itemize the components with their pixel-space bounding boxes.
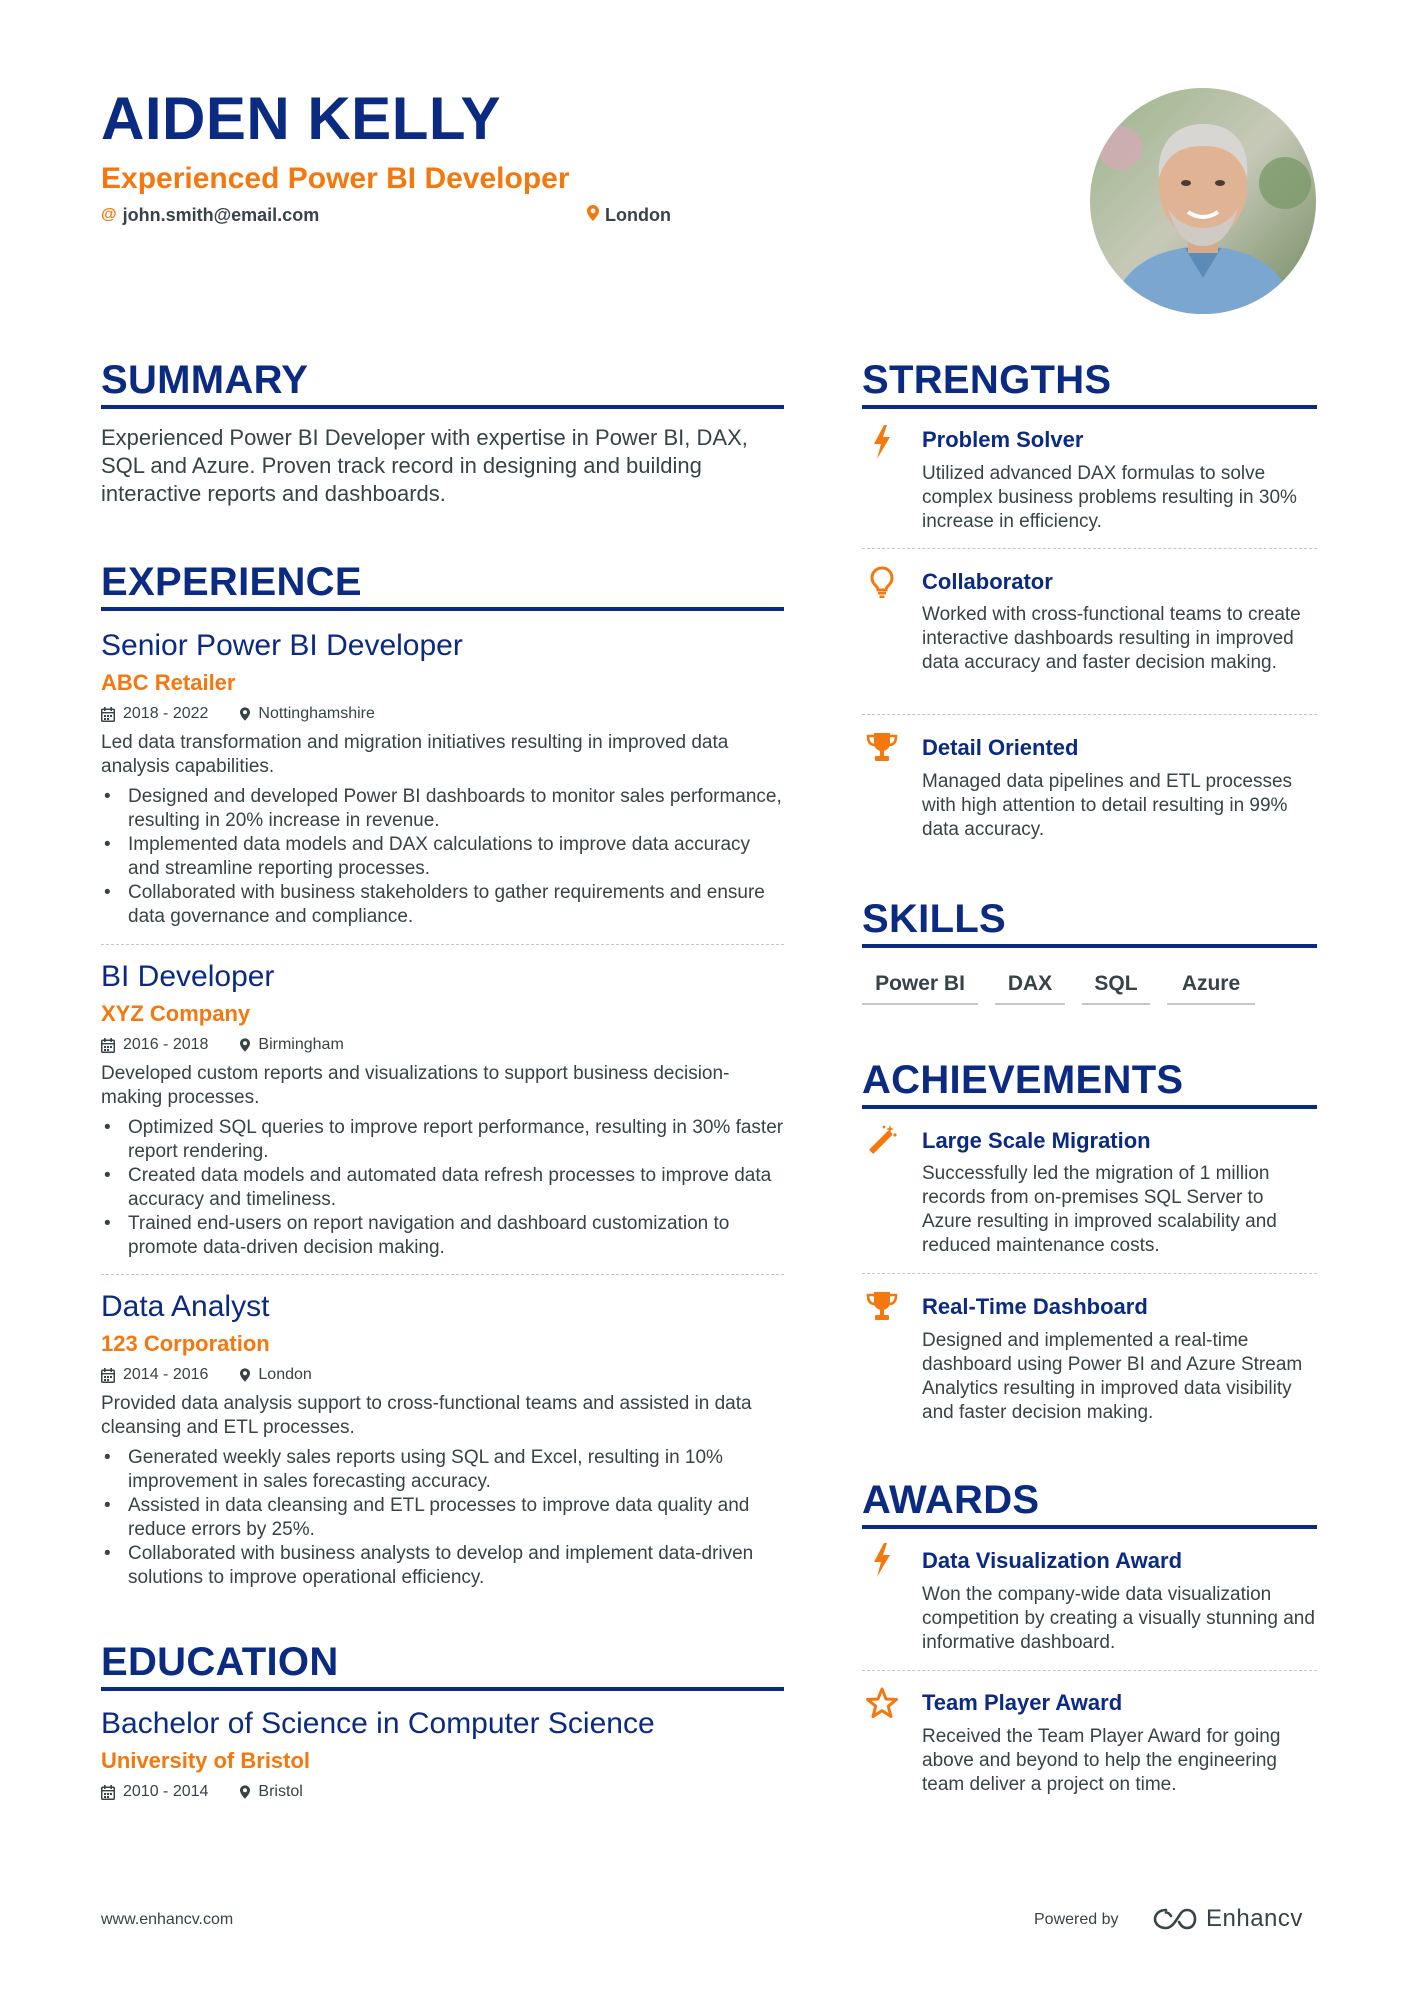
job-bullet: • Generated weekly sales reports using SQL and Excel, resulting in 10% improvement in sales forecasting accuracy. [101, 1446, 784, 1494]
award-description: Won the company-wide data visualization competition by creating a visually stunning and informative dashboard. [922, 1584, 1315, 1653]
job-dates: 2016 - 2018 [123, 1036, 209, 1053]
strength-description: Worked with cross-functional teams to create interactive dashboards resulting in improved data accuracy and faster decision making. [922, 604, 1301, 673]
skill-tag: DAX [1007, 972, 1053, 995]
job-description: Developed custom reports and visualizations to support business decision-making processes. [101, 1063, 730, 1108]
education-location: Bristol [258, 1783, 303, 1800]
award-divider [862, 1670, 1317, 1671]
lightning-bolt-icon [866, 1544, 898, 1576]
achievements-heading: ACHIEVEMENTS [862, 1058, 1184, 1102]
contact-location [587, 203, 671, 227]
job-divider [101, 1274, 784, 1275]
experience-heading: EXPERIENCE [101, 560, 362, 604]
enhancv-logo-icon [1152, 1906, 1198, 1932]
location-text: London [605, 205, 671, 225]
calendar-icon [101, 1038, 115, 1053]
location-pin-icon [240, 707, 250, 721]
candidate-headline: Experienced Power BI Developer [101, 162, 570, 195]
job-divider [101, 944, 784, 945]
job-bullet: • Collaborated with business analysts to develop and implement data-driven solutions to improve operational efficiency. [101, 1542, 784, 1590]
calendar-icon [101, 1368, 115, 1383]
education-rule [101, 1687, 784, 1691]
education-dates: 2010 - 2014 [123, 1783, 209, 1800]
calendar-icon [101, 707, 115, 722]
job-title: BI Developer [101, 960, 275, 993]
job-bullet: • Assisted in data cleansing and ETL processes to improve data quality and reduce errors by 25%. [101, 1494, 784, 1542]
achievements-rule [862, 1105, 1317, 1109]
location-pin-icon [240, 1368, 250, 1382]
job-bullets [101, 1446, 784, 1590]
job-meta [101, 1034, 344, 1056]
experience-rule [101, 607, 784, 611]
magic-wand-icon [866, 1124, 898, 1156]
star-icon [866, 1687, 898, 1719]
job-meta [101, 1364, 312, 1386]
footer-website-link[interactable]: www.enhancv.com [101, 1911, 234, 1928]
summary-rule [101, 405, 784, 409]
job-bullets [101, 785, 784, 929]
job-company: XYZ Company [101, 1001, 251, 1026]
job-location: London [258, 1366, 312, 1383]
job-title: Senior Power BI Developer [101, 629, 463, 662]
job-bullet: • Trained end-users on report navigation and dashboard customization to promote data-driven decision making. [101, 1212, 784, 1260]
job-description: Provided data analysis support to cross-functional teams and assisted in data cleansing and ETL processes. [101, 1393, 752, 1438]
enhancv-logo-text: Enhancv [1206, 1905, 1303, 1932]
job-company: 123 Corporation [101, 1331, 270, 1356]
footer-powered-by: Powered by [1034, 1911, 1119, 1928]
skill-tag: SQL [1094, 972, 1138, 995]
job-location: Birmingham [258, 1036, 344, 1053]
strengths-heading: STRENGTHS [862, 358, 1112, 402]
strength-title: Detail Oriented [922, 735, 1079, 760]
email-text: john.smith@email.com [122, 205, 320, 225]
strength-title: Collaborator [922, 569, 1053, 594]
achievement-title: Real-Time Dashboard [922, 1294, 1148, 1319]
job-bullet: • Optimized SQL queries to improve report performance, resulting in 30% faster report rendering. [101, 1116, 784, 1164]
trophy-icon [866, 731, 898, 763]
lightbulb-icon [866, 566, 898, 598]
skills-rule [862, 944, 1317, 948]
education-heading: EDUCATION [101, 1640, 339, 1684]
job-dates: 2014 - 2016 [123, 1366, 209, 1383]
achievement-title: Large Scale Migration [922, 1128, 1151, 1153]
award-title: Team Player Award [922, 1690, 1123, 1715]
strength-description: Managed data pipelines and ETL processes with high attention to detail resulting in 99% data accuracy. [922, 771, 1293, 840]
strength-divider [862, 548, 1317, 549]
job-company: ABC Retailer [101, 670, 236, 695]
award-description: Received the Team Player Award for going above and beyond to help the engineering team deliver a project on time. [922, 1726, 1281, 1795]
skill-underline [1082, 1003, 1150, 1005]
achievement-description: Successfully led the migration of 1 million records from on-premises SQL Server to Azure resulting in improved scalability and reduced maintenance costs. [922, 1163, 1277, 1256]
skill-tag: Azure [1181, 972, 1241, 995]
job-dates: 2018 - 2022 [123, 705, 209, 722]
lightning-bolt-icon [866, 426, 898, 458]
achievement-divider [862, 1273, 1317, 1274]
skill-underline [1167, 1003, 1255, 1005]
education-school: University of Bristol [101, 1748, 311, 1773]
job-title: Data Analyst [101, 1290, 270, 1323]
awards-heading: AWARDS [862, 1478, 1040, 1522]
location-pin-icon [240, 1038, 250, 1052]
strengths-rule [862, 405, 1317, 409]
awards-rule [862, 1525, 1317, 1529]
contact-email[interactable] [101, 203, 319, 227]
skill-underline [862, 1003, 978, 1005]
job-bullet: • Implemented data models and DAX calculations to improve data accuracy and streamline reporting processes. [101, 833, 784, 881]
award-title: Data Visualization Award [922, 1548, 1183, 1573]
location-pin-icon [240, 1785, 250, 1799]
calendar-icon [101, 1785, 115, 1800]
job-bullet: • Collaborated with business stakeholders to gather requirements and ensure data governance and compliance. [101, 881, 784, 929]
strength-divider [862, 714, 1317, 715]
education-degree: Bachelor of Science in Computer Science [101, 1707, 655, 1740]
at-sign-icon: @ [101, 206, 117, 223]
location-pin-icon [587, 203, 599, 227]
strength-description: Utilized advanced DAX formulas to solve complex business problems resulting in 30% increase in efficiency. [922, 463, 1297, 532]
job-bullets [101, 1116, 784, 1260]
skill-tag: Power BI [875, 972, 965, 995]
education-meta [101, 1781, 303, 1803]
job-meta [101, 703, 375, 725]
summary-heading: SUMMARY [101, 358, 309, 402]
trophy-icon [866, 1290, 898, 1322]
job-location: Nottinghamshire [258, 705, 375, 722]
summary-text: Experienced Power BI Developer with expertise in Power BI, DAX, SQL and Azure. Proven track record in designing and building interactive reports and dashboards. [101, 425, 748, 506]
job-bullet: • Designed and developed Power BI dashboards to monitor sales performance, resulting in 20% increase in revenue. [101, 785, 784, 833]
achievement-description: Designed and implemented a real-time dashboard using Power BI and Azure Stream Analytics resulting in improved data visibility and faster decision making. [922, 1330, 1303, 1423]
profile-photo [1090, 88, 1316, 314]
enhancv-logo[interactable] [1152, 1899, 1303, 1939]
skills-heading: SKILLS [862, 897, 1007, 941]
candidate-name: AIDEN KELLY [101, 85, 502, 152]
job-description: Led data transformation and migration initiatives resulting in improved data analysis capabilities. [101, 732, 729, 777]
job-bullet: • Created data models and automated data refresh processes to improve data accuracy and timeliness. [101, 1164, 784, 1212]
skill-underline [995, 1003, 1065, 1005]
strength-title: Problem Solver [922, 427, 1084, 452]
